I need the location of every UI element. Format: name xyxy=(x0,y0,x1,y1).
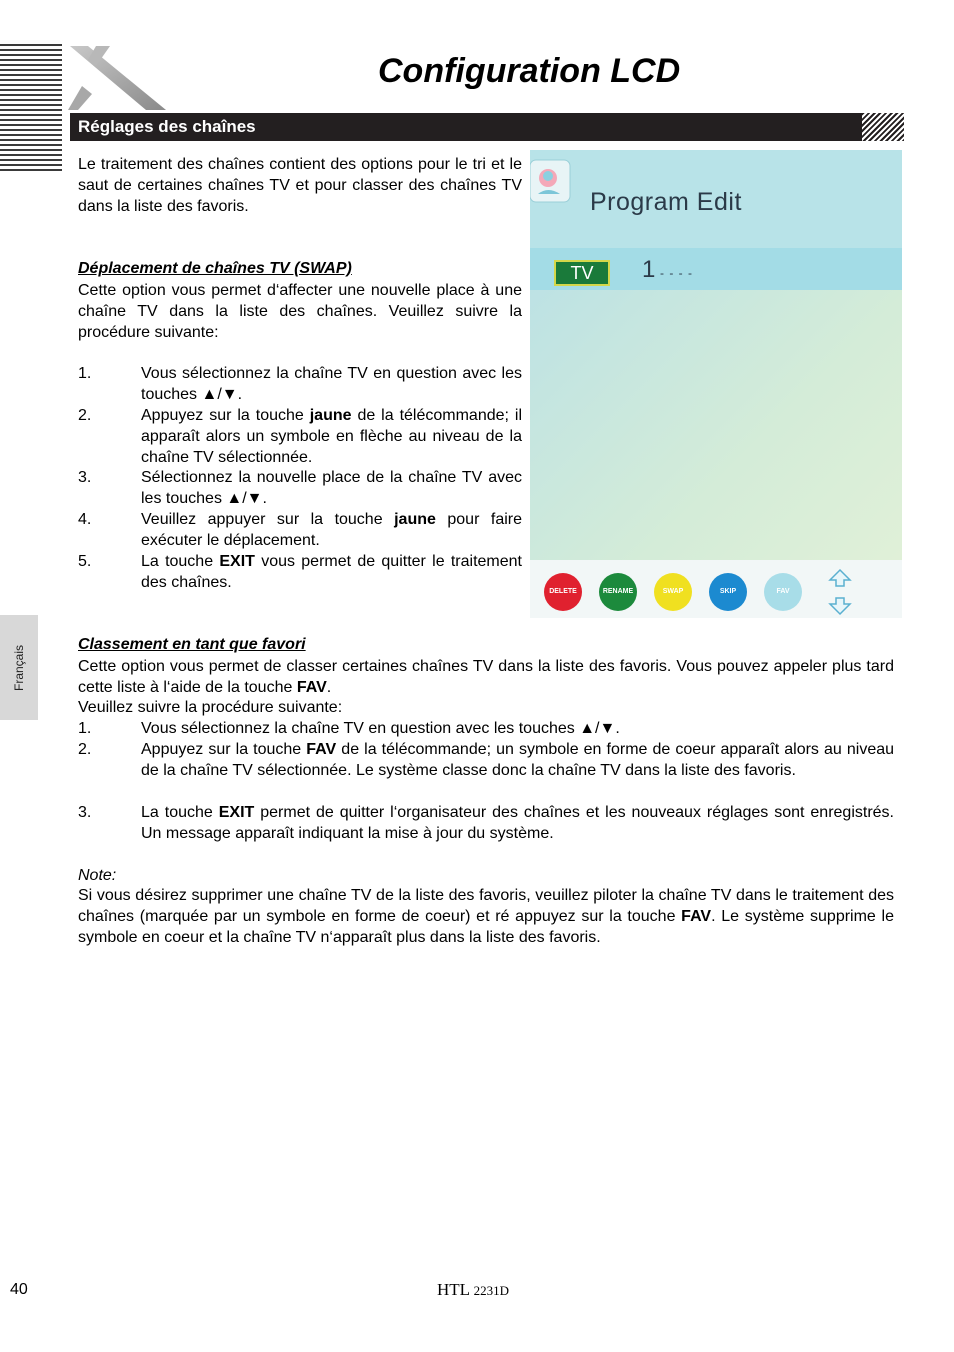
swap-step-number: 3. xyxy=(78,469,92,486)
model-name: HTL 2231D xyxy=(437,1280,510,1299)
favorite-step-number: 2. xyxy=(78,741,92,758)
language-tab xyxy=(0,615,38,720)
swap-step-text: Appuyez sur la touche jaune de la télécommande; il apparaît alors un symbole en flèche au niveau de la chaîne TV sélectionnée. xyxy=(141,407,522,466)
swap-step-number: 1. xyxy=(78,365,92,382)
note-label: Note: xyxy=(78,867,117,884)
tv-label-box: TV xyxy=(554,260,610,286)
swap-button[interactable]: SWAP xyxy=(654,573,692,611)
swap-heading: Déplacement de chaînes TV (SWAP) xyxy=(78,260,352,277)
page-number: 40 xyxy=(10,1281,28,1298)
favorite-heading: Classement en tant que favori xyxy=(78,636,306,653)
section-header xyxy=(70,113,878,141)
program-number: 1 xyxy=(642,256,656,283)
favorite-step-text: Appuyez sur la touche FAV de la télécommande; un symbole en forme de coeur apparaît alors au niveau de la chaîne TV sélectionnée. Le système classe donc la chaîne TV dans la liste des favoris. xyxy=(141,741,895,779)
delete-button[interactable]: DELETE xyxy=(544,573,582,611)
decorative-stripes xyxy=(0,44,62,172)
arrow-up-icon[interactable] xyxy=(828,568,852,588)
note-text: Si vous désirez supprimer une chaîne TV de la liste des favoris, veuillez piloter la chaîne TV dans le traitement des chaînes (marquée par un symbole en forme de coeur) et ré appuyez sur la touche FAV. Le système supprime le symbole en coeur et la chaîne TV n‘apparaît plus dans la liste des favoris. xyxy=(78,887,894,946)
swap-step-number: 4. xyxy=(78,511,92,528)
program-edit-screen xyxy=(530,150,902,618)
swap-intro: Cette option vous permet d‘affecter une nouvelle place à une chaîne TV dans la liste des chaînes. Veuillez suivre la procédure suivante: xyxy=(78,282,522,341)
program-list-area xyxy=(530,290,902,560)
rename-button[interactable]: RENAME xyxy=(599,573,637,611)
skip-button[interactable]: SKIP xyxy=(709,573,747,611)
fav-button[interactable]: FAV xyxy=(764,573,802,611)
swap-step-text: La touche EXIT vous permet de quitter le traitement des chaînes. xyxy=(141,553,522,591)
screen-title: Program Edit xyxy=(590,188,742,216)
brand-logo-icon xyxy=(66,42,176,112)
program-edit-icon xyxy=(530,152,574,208)
favorite-step-number: 1. xyxy=(78,720,92,737)
program-name-placeholder: - - - - xyxy=(660,266,693,280)
section-hatch-decoration xyxy=(862,113,904,141)
favorite-step-text: Vous sélectionnez la chaîne TV en question avec les touches ▲/▼. xyxy=(141,720,620,737)
favorite-step-text: La touche EXIT permet de quitter l‘organisateur des chaînes et les nouveaux réglages sont enregistrés. Un message apparaît indiquant la mise à jour du système. xyxy=(141,804,894,842)
swap-step-text: Veuillez appuyer sur la touche jaune pour faire exécuter le déplacement. xyxy=(141,511,522,549)
favorite-intro: Cette option vous permet de classer certaines chaînes TV dans la liste des favoris. Vous pouvez appeler plus tard cette liste à l‘aide de la touche FAV. xyxy=(78,658,894,696)
swap-step-text: Vous sélectionnez la chaîne TV en question avec les touches ▲/▼. xyxy=(141,365,522,403)
swap-step-number: 2. xyxy=(78,407,92,424)
arrow-down-icon[interactable] xyxy=(828,596,852,616)
favorite-step-number: 3. xyxy=(78,804,92,821)
favorite-intro2: Veuillez suivre la procédure suivante: xyxy=(78,699,343,716)
page-title: Configuration LCD xyxy=(378,52,681,90)
section-heading: Réglages des chaînes xyxy=(78,117,256,136)
language-label: Français xyxy=(12,644,26,691)
section-intro: Le traitement des chaînes contient des options pour le tri et le saut de certaines chaînes TV et pour classer des chaînes TV dans la liste des favoris. xyxy=(78,156,522,215)
swap-step-text: Sélectionnez la nouvelle place de la chaîne TV avec les touches ▲/▼. xyxy=(141,469,522,507)
swap-step-number: 5. xyxy=(78,553,92,570)
